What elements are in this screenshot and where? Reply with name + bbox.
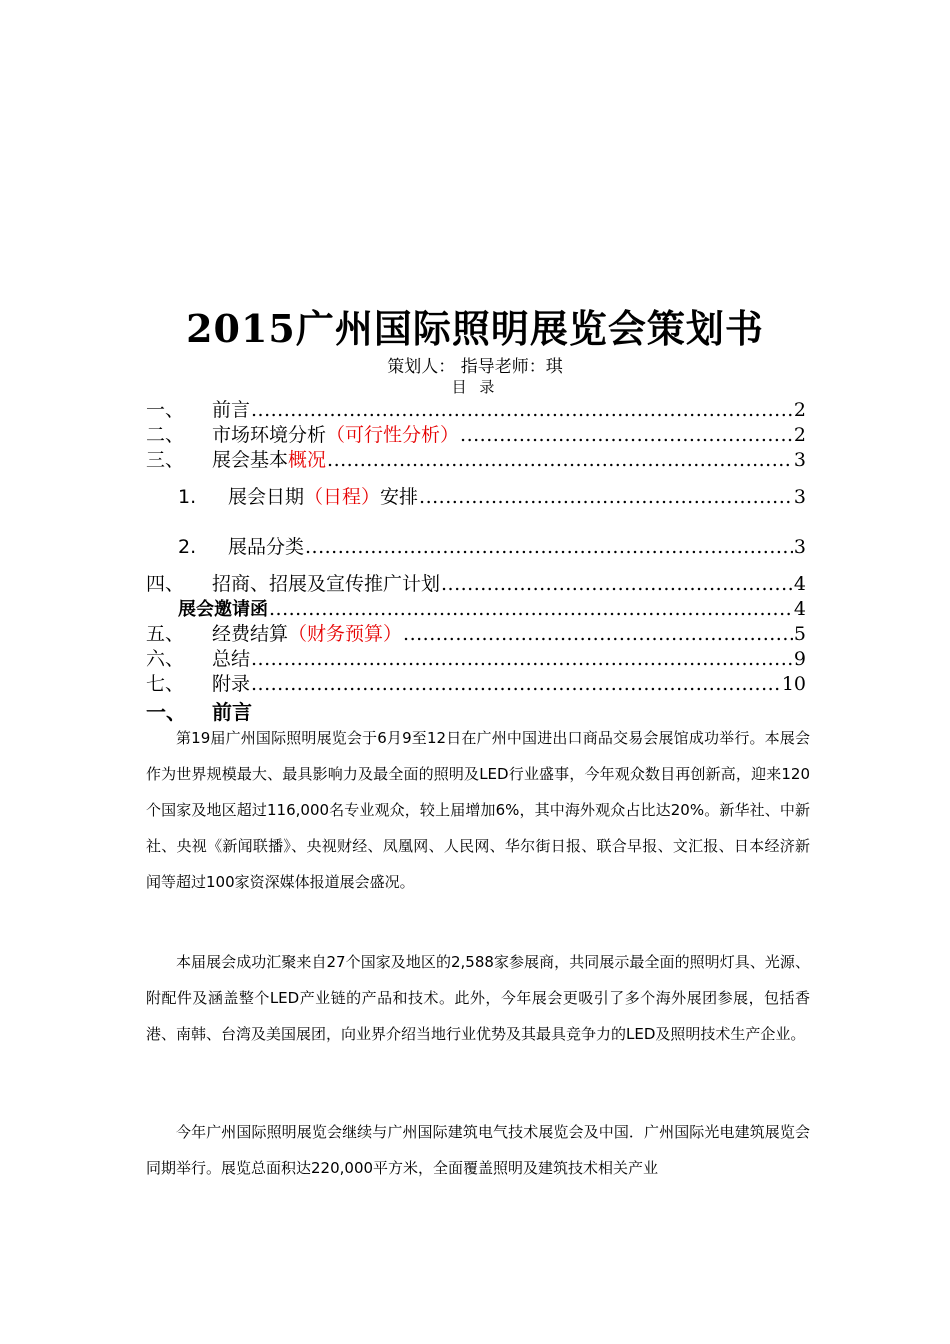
toc-entry-overview[interactable] <box>146 448 806 472</box>
toc-page-number: 2 <box>793 424 806 446</box>
toc-page-number: 3 <box>793 536 806 558</box>
toc-page-number: 4 <box>793 573 806 595</box>
toc-leader <box>419 485 793 509</box>
toc-number: 三、 <box>146 449 185 471</box>
toc-number: 五、 <box>146 623 185 645</box>
toc-title: 市场环境分析 <box>212 424 327 446</box>
toc-leader <box>327 448 793 472</box>
toc-entry-exhibit-categories[interactable] <box>146 535 806 559</box>
toc-leader <box>460 423 793 447</box>
toc-entry-schedule[interactable] <box>146 485 806 509</box>
toc-entry-budget[interactable] <box>146 622 806 646</box>
toc-title-highlight: （日程） <box>304 486 381 508</box>
toc-page-number: 2 <box>793 399 806 421</box>
toc-page-number: 3 <box>793 486 806 508</box>
toc-number: 二、 <box>146 424 185 446</box>
toc-entry-promotion-plan[interactable] <box>146 572 806 596</box>
toc-title: 展品分类 <box>228 536 305 558</box>
toc-page-number: 5 <box>793 623 806 645</box>
section-number: 一、 <box>146 700 186 724</box>
toc-page-number: 10 <box>781 673 806 695</box>
toc-heading: 目 录 <box>451 378 499 396</box>
section-title: 前言 <box>212 700 252 724</box>
toc-leader <box>269 597 793 621</box>
body-paragraph: 本届展会成功汇聚来自27个国家及地区的2,588家参展商，共同展示最全面的照明灯具、光源、附配件及涵盖整个LED产业链的产品和技术。此外，今年展会更吸引了多个海外展团参展，包括香港、南韩、台湾及美国展团，向业界介绍当地行业优势及其最具竞争力的LED及照明技术生产企业。 <box>146 953 810 1043</box>
toc-leader <box>251 647 793 671</box>
toc-entry-appendix[interactable] <box>146 672 806 696</box>
toc-title: 经费结算 <box>212 623 289 645</box>
toc-leader <box>305 535 793 559</box>
toc-entry-summary[interactable] <box>146 647 806 671</box>
toc-page-number: 9 <box>793 648 806 670</box>
toc-page-number: 3 <box>793 449 806 471</box>
toc-page-number: 4 <box>793 598 806 620</box>
toc-leader <box>403 622 793 646</box>
body-paragraph: 第19届广州国际照明展览会于6月9至12日在广州中国进出口商品交易会展馆成功举行。本展会作为世界规模最大、最具影响力及最全面的照明及LED行业盛事，今年观众数目再创新高，迎来120个国家及地区超过116,000名专业观众，较上届增加6%，其中海外观众占比达20%。新华社、中新社、央视《新闻联播》、央视财经、凤凰网、人民网、华尔街日报、联合早报、文汇报、日本经济新闻等超过100家资深媒体报道展会盛况。 <box>146 729 810 891</box>
toc-number: 1. <box>178 486 197 508</box>
toc-number: 七、 <box>146 673 185 695</box>
toc-title: 招商、招展及宣传推广计划 <box>212 573 441 595</box>
toc-title-highlight: （可行性分析） <box>326 424 460 446</box>
toc-title: 附录 <box>212 673 251 695</box>
toc-title-suffix: 安排 <box>380 486 419 508</box>
toc-title-highlight: （财务预算） <box>288 623 403 645</box>
toc-leader <box>251 672 781 696</box>
toc-leader <box>441 572 793 596</box>
toc-number: 2. <box>178 536 197 558</box>
toc-entry-invitation[interactable] <box>146 597 806 622</box>
toc-title: 展会日期 <box>228 486 305 508</box>
body-paragraph: 今年广州国际照明展览会继续与广州国际建筑电气技术展览会及中国．广州国际光电建筑展览会同期举行。展览总面积达220,000平方米，全面覆盖照明及建筑技术相关产业 <box>146 1123 810 1177</box>
toc-entry-market-analysis[interactable] <box>146 423 806 447</box>
toc-title-highlight: 概况 <box>288 449 327 471</box>
toc-entry-preface[interactable] <box>146 398 806 422</box>
toc-title: 前言 <box>212 399 251 421</box>
toc-leader <box>251 398 793 422</box>
toc-title: 展会基本 <box>212 449 289 471</box>
toc-number: 四、 <box>146 573 185 595</box>
document-title: 2015广州国际照明展览会策划书 <box>186 306 764 351</box>
toc-title: 展会邀请函 <box>178 599 268 620</box>
toc-title: 总结 <box>212 648 251 670</box>
toc-number: 六、 <box>146 648 185 670</box>
toc-number: 一、 <box>146 399 185 421</box>
planner-line: 策划人： 指导老师：琪 <box>387 357 563 377</box>
